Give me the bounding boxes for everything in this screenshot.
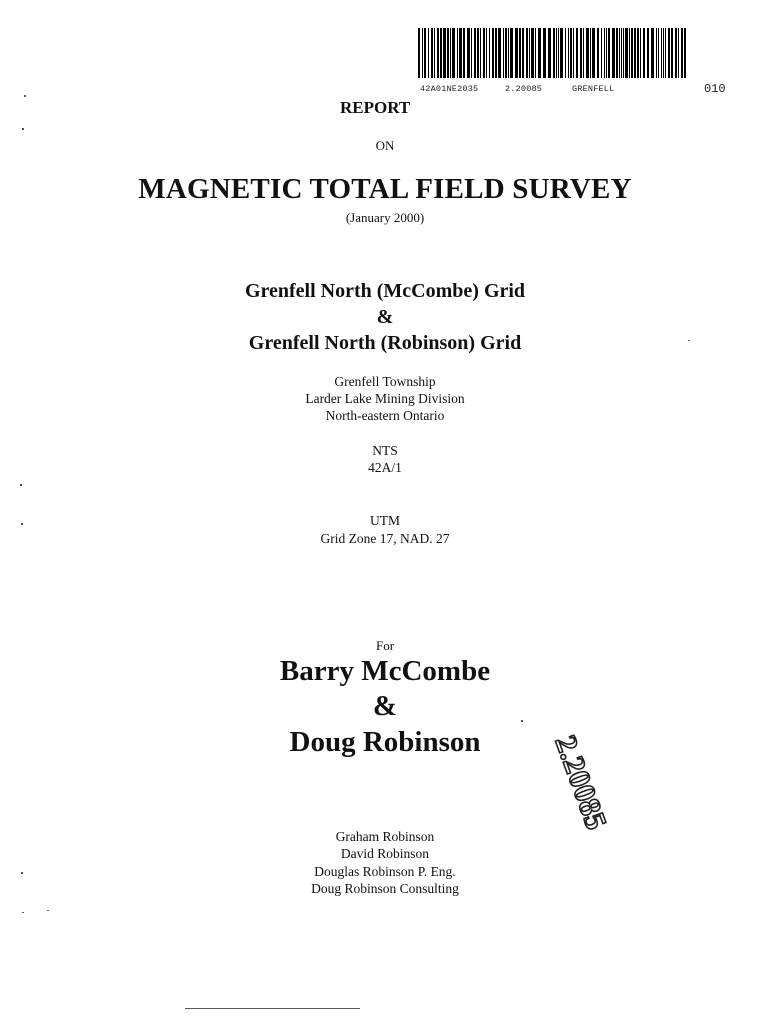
barcode-bar [428, 28, 429, 78]
scan-speck [20, 484, 22, 486]
report-heading: REPORT [340, 98, 411, 117]
barcode-bar [486, 28, 487, 78]
barcode-bar [619, 28, 620, 78]
barcode-bar [477, 28, 479, 78]
barcode-bar [558, 28, 559, 78]
barcode-bar [658, 28, 659, 78]
barcode-bar [565, 28, 566, 78]
barcode-bar [495, 28, 497, 78]
svg-text:2.20085: 2.20085 [548, 731, 613, 835]
barcode-bar [522, 28, 524, 78]
barcode-bar [463, 28, 465, 78]
grid-name-mccombe: Grenfell North (McCombe) Grid [244, 280, 526, 302]
barcode-bar [457, 28, 458, 78]
grid-ampersand: & [376, 306, 394, 328]
client-name-1: Barry McCombe [279, 655, 491, 687]
barcode-bar [434, 28, 435, 78]
barcode-place: GRENFELL [572, 84, 615, 94]
barcode-bar [684, 28, 686, 78]
barcode-code: 42A01NE2035 [420, 84, 479, 94]
barcode-bar [556, 28, 557, 78]
barcode-bar [671, 28, 673, 78]
scan-speck [688, 340, 690, 341]
grid-name-robinson: Grenfell North (Robinson) Grid [248, 332, 522, 354]
barcode-bar [663, 28, 664, 78]
barcode-bar [452, 28, 455, 78]
barcode-bar [570, 28, 572, 78]
barcode-bar [580, 28, 582, 78]
barcode-bar [675, 28, 677, 78]
barcode-bar [510, 28, 513, 78]
barcode-bar [647, 28, 649, 78]
barcode-bar [459, 28, 462, 78]
report-title: MAGNETIC TOTAL FIELD SURVEY [138, 173, 632, 205]
scan-speck [521, 720, 523, 722]
barcode-bar [515, 28, 518, 78]
barcode-bar [508, 28, 509, 78]
barcode-bar [431, 28, 433, 78]
barcode-bar [661, 28, 662, 78]
author-2: David Robinson [340, 846, 430, 861]
scan-speck [21, 523, 23, 525]
barcode-bar [526, 28, 528, 78]
barcode-bar [505, 28, 507, 78]
barcode-bar [519, 28, 521, 78]
barcode-bar [665, 28, 666, 78]
author-3: Douglas Robinson P. Eng. [314, 864, 456, 879]
barcode-bar [531, 28, 534, 78]
barcode-bar [631, 28, 633, 78]
barcode-bar [625, 28, 628, 78]
utm-label: UTM [370, 513, 400, 528]
barcode-bar [643, 28, 645, 78]
page-number: 010 [704, 82, 726, 96]
barcode-bar [597, 28, 599, 78]
on-label: ON [375, 138, 395, 153]
location-township: Grenfell Township [334, 374, 436, 389]
barcode-bar [471, 28, 472, 78]
bottom-rule [185, 1008, 360, 1009]
barcode-bar [535, 28, 536, 78]
barcode-bar [568, 28, 569, 78]
barcode-bar [590, 28, 591, 78]
barcode-bar [538, 28, 541, 78]
location-division: Larder Lake Mining Division [305, 391, 465, 406]
scan-speck [24, 95, 26, 97]
barcode [418, 28, 686, 78]
barcode-number: 2.20085 [505, 84, 543, 94]
barcode-bar [543, 28, 546, 78]
barcode-bar [483, 28, 485, 78]
barcode-bar [623, 28, 624, 78]
utm-value: Grid Zone 17, NAD. 27 [320, 531, 450, 546]
barcode-bar [576, 28, 578, 78]
barcode-bar [640, 28, 641, 78]
barcode-bar [634, 28, 636, 78]
barcode-bar [573, 28, 574, 78]
barcode-bar [637, 28, 639, 78]
barcode-bar [601, 28, 602, 78]
barcode-bar [668, 28, 670, 78]
author-4: Doug Robinson Consulting [311, 881, 459, 896]
barcode-bar [480, 28, 481, 78]
scan-speck [21, 872, 23, 874]
barcode-bar [437, 28, 439, 78]
location-region: North-eastern Ontario [325, 408, 445, 423]
barcode-bar [498, 28, 501, 78]
barcode-bar [560, 28, 563, 78]
scan-speck [22, 128, 24, 130]
scan-speck [47, 910, 49, 911]
barcode-bar [656, 28, 657, 78]
barcode-bar [616, 28, 618, 78]
barcode-bar [447, 28, 449, 78]
barcode-bar [678, 28, 679, 78]
barcode-bar [612, 28, 615, 78]
barcode-bar [418, 28, 420, 78]
barcode-bar [548, 28, 551, 78]
client-ampersand: & [372, 690, 398, 722]
barcode-bar [467, 28, 470, 78]
nts-label: NTS [372, 443, 398, 458]
barcode-bar [651, 28, 654, 78]
barcode-bar [443, 28, 446, 78]
barcode-bar [553, 28, 555, 78]
barcode-bar [450, 28, 451, 78]
barcode-bar [606, 28, 607, 78]
barcode-bar [492, 28, 494, 78]
barcode-bar [586, 28, 589, 78]
barcode-bar [529, 28, 530, 78]
received-stamp [535, 720, 670, 905]
barcode-bar [583, 28, 584, 78]
barcode-bar [474, 28, 476, 78]
barcode-bar [592, 28, 595, 78]
barcode-bar [503, 28, 504, 78]
nts-value: 42A/1 [368, 460, 402, 475]
barcode-bar [424, 28, 426, 78]
barcode-bar [604, 28, 605, 78]
barcode-bar [422, 28, 423, 78]
report-date: (January 2000) [345, 210, 425, 225]
barcode-bar [629, 28, 630, 78]
barcode-bar [440, 28, 442, 78]
scan-speck [22, 912, 24, 913]
barcode-bar [681, 28, 683, 78]
barcode-bar [489, 28, 490, 78]
barcode-bar [621, 28, 622, 78]
author-1: Graham Robinson [335, 829, 435, 844]
barcode-bar [608, 28, 610, 78]
client-name-2: Doug Robinson [289, 726, 481, 758]
for-label: For [375, 638, 395, 653]
